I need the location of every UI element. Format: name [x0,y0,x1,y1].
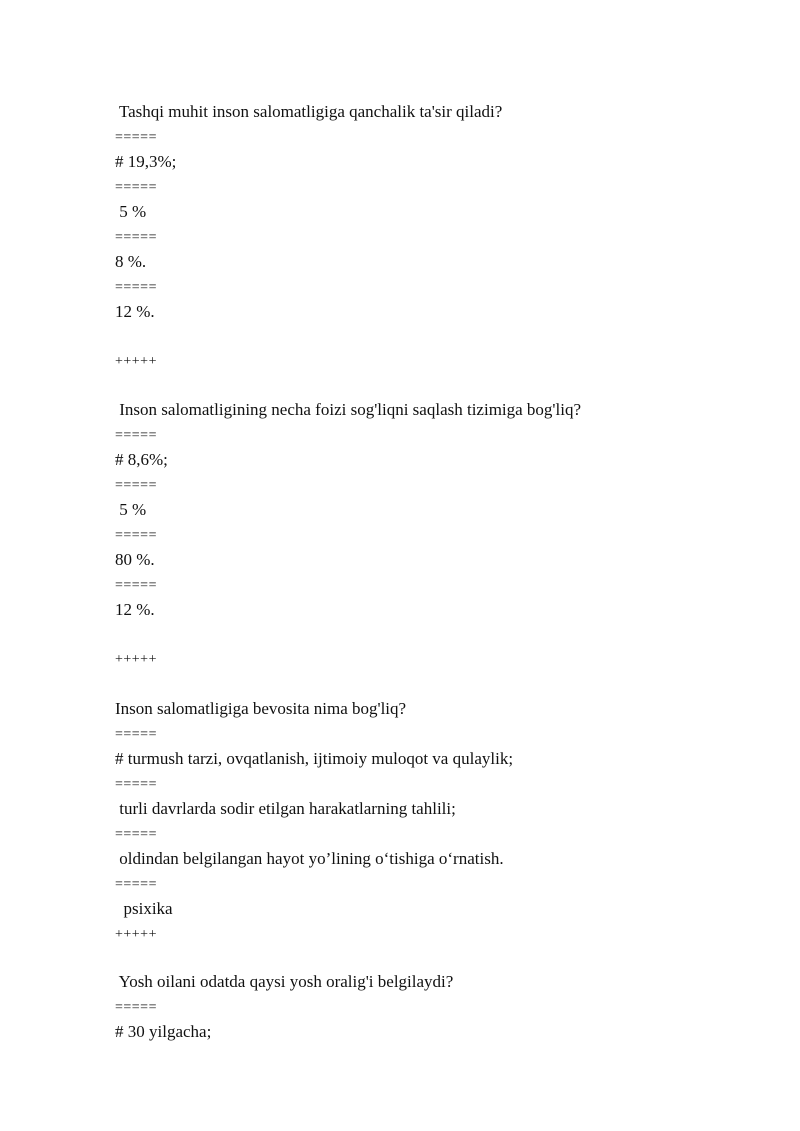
separator: ===== [115,578,157,593]
answer-option: 5 % [115,202,147,221]
answer-option: 12 %. [115,600,155,619]
separator: ===== [115,280,157,295]
answer-option: psixika [115,899,173,918]
separator: ===== [115,180,157,195]
separator: ===== [115,428,157,443]
answer-option: 8 %. [115,252,147,271]
separator: ===== [115,727,157,742]
separator: ===== [115,777,157,792]
separator: ===== [115,877,157,892]
answer-correct: # 19,3%; [115,152,177,171]
separator: ===== [115,1000,157,1015]
question-text: Tashqi muhit inson salomatligiga qanchalik ta'sir qiladi? [115,102,503,121]
separator: ===== [115,478,157,493]
answer-option: 12 %. [115,302,155,321]
answer-option: 80 %. [115,550,155,569]
answer-option: turli davrlarda sodir etilgan harakatlarning tahlili; [115,799,456,818]
question-end-marker: +++++ [115,652,157,667]
question-text: Yosh oilani odatda qaysi yosh oralig'i belgilaydi? [115,972,454,991]
answer-option: 5 % [115,500,147,519]
separator: ===== [115,230,157,245]
question-end-marker: +++++ [115,354,157,369]
separator: ===== [115,528,157,543]
separator: ===== [115,130,157,145]
separator: ===== [115,827,157,842]
answer-correct: # 30 yilgacha; [115,1022,212,1041]
answer-correct: # 8,6%; [115,450,168,469]
answer-option: oldindan belgilangan hayot yo’lining o‘tishiga o‘rnatish. [115,849,504,868]
question-text: Inson salomatligiga bevosita nima bog'liq? [115,699,407,718]
answer-correct: # turmush tarzi, ovqatlanish, ijtimoiy muloqot va qulaylik; [115,749,514,768]
question-end-marker: +++++ [115,927,157,942]
question-text: Inson salomatligining necha foizi sog'liqni saqlash tizimiga bog'liq? [115,400,581,419]
